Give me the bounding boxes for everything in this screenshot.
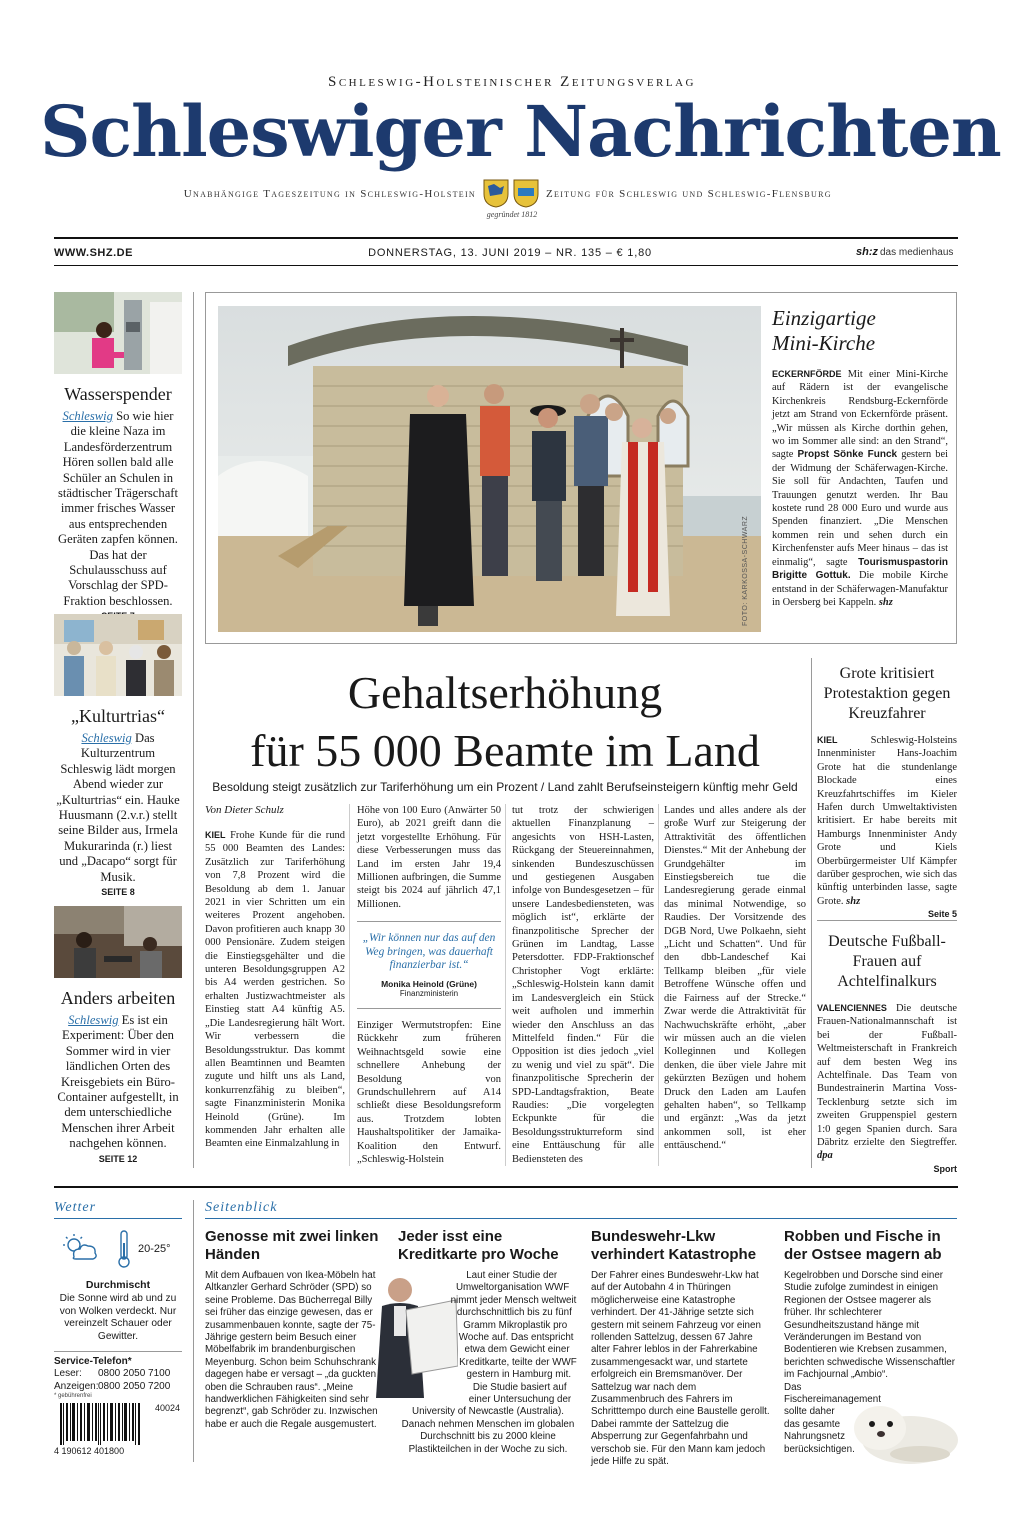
right-story-1: Grote kritisiert Protestaktion gegen Kreuzfahrer KIEL Schleswig-Holsteins Innenminister Hans-Joachim Grote hat die stundenlange Blockade eines Kreuzfahrtschiffes im Kieler Hafen durch Umweltaktivisten kritisiert. Er habe bereits mit Hamburgs Innenminister Andy Grote und Kiels Oberbürgermeister Ulf Kämpfer darüber gesprochen, wie sich das künftig unterbinden lasse, sagte Grote. shz Seite 5: [817, 665, 957, 920]
photo-kulturtrias: [54, 614, 182, 696]
page-ref[interactable]: SEITE 8: [101, 887, 135, 898]
sidebar-headline: Wasserspender: [64, 384, 172, 404]
bottom-rule: [54, 1186, 958, 1188]
lead-col-1: [205, 804, 345, 1151]
sidebar-kicker[interactable]: Schleswig: [68, 1013, 119, 1027]
service-box: Service-Telefon* Leser: 0800 2050 7100 Anzeigen:0800 2050 7200 * gebührenfrei: [54, 1351, 182, 1399]
photo-anders-arbeiten: [54, 906, 182, 978]
lead-headline: Gehaltserhöhung für 55 000 Beamte im Land: [250, 667, 760, 776]
top-rule: [54, 237, 958, 239]
bottom-divider: [193, 1200, 194, 1462]
weather-box: [54, 1200, 182, 1459]
sidebar-kicker[interactable]: Schleswig: [81, 731, 132, 745]
lead-divider: [658, 804, 659, 1166]
sidebar-text: [54, 1013, 182, 1152]
masthead: [0, 0, 1024, 236]
sidebar-body: Es ist ein Experiment: Über den Sommer wird in vier ländlichen Orten des Kreisgebiets ein Büro-Container aufgestellt, in dem unterschiedliche Menschen ihrer Arbeit nachgehen können.: [57, 1013, 179, 1151]
photo-seal: [840, 1388, 958, 1468]
seitenblick-item-1: Genosse mit zwei linken Händen Mit dem Aufbauen von Ikea-Möbeln hat Altkanzler Gerhard Schröder (SPD) so seine Probleme. Das Bücherregal Billy sei früher das einzige gewesen, das er zusammenbauen konnte, sagte der 75-Jährige gestern beim Besuch einer Möbelfabrik im brandenburgischen Meyenburg. Schon beim Schuhschrank dagegen habe er versagt – „da guckten oben die Schrauben raus“. „Meine handwerklichen Fähigkeiten sind sehr begrenzt“, gab Schröder zu. Inzwischen habe er auch die Regale ausgemustert.: [205, 1228, 379, 1430]
right-story-2: Deutsche Fußball-Frauen auf Achtelfinalkurs VALENCIENNES Die deutsche Frauen-Nationalmannschaft ist bei der Fußball-Weltmeisterschaft in Frankreich auf dem besten Weg ins Achtelfinale. Das Team von Bundestrainerin Martina Voss-Tecklenburg setzte sich im zweiten Gruppenspiel gestern 1:0 gegen Spanien durch. Sara Däbritz erzielte den Siegtreffer. dpa Sport: [817, 933, 957, 1174]
lead-dateline: KIEL: [205, 830, 226, 840]
right-col-rule: [817, 920, 957, 921]
lead-col-2: Höhe von 100 Euro (Anwärter 50 Euro), ab 2021 greift dann die jetzt vorgestellte Erhöhung. Für diese Verbesserungen muss das Land im ersten Jahr 19,4 Millionen aufbringen, die Summe steigt bis 2024 auf jährlich 47,1 Millionen. „Wir können nur das auf den Weg bringen, was dauerhaft finanzierbar ist.“ Monika Heinold (Grüne) Finanzministerin Einziger Wermutstropfen: Eine Rückkehr zum früheren Weihnachtsgeld sowie eine schnellere Anhebung der Besoldung von Grundschullehrern auf A14 schließt diese Besoldungsreform aus. Trotzdem lobten Haushaltspolitiker der Jamaika-Koalition den Entwurf. „Schleswig-Holstein: [357, 805, 501, 1166]
page-ref[interactable]: Seite 5: [927, 909, 957, 920]
weather-condition: Durchmischt: [85, 1279, 151, 1291]
brand-text: das medienhaus: [880, 247, 954, 258]
sidebar-kicker[interactable]: Schleswig: [62, 409, 113, 423]
reader-phone[interactable]: 0800 2050 7100: [98, 1368, 171, 1380]
ads-phone[interactable]: 0800 2050 7200: [98, 1381, 171, 1393]
seitenblick-section: [205, 1200, 957, 1219]
top-story-dateline: ECKERNFÖRDE: [772, 369, 842, 379]
lead-divider: [349, 804, 350, 1166]
lead-col-3: tut trotz der schwierigen aktuellen Finanzplanung – angesichts von HSH-Lasten, Rückgang der Steuereinnahmen, sinkenden Bundeszuschüssen und gestiegenen Ausgaben infolge von Bundesgesetzen – für unsere Landesbediensteten, was möglich ist“, erklärte der finanzpolitische Sprecher der Grünen im Landtag, Lasse Petersdotter. FDP-Fraktionschef Christopher Vogt erklärte: „Schleswig-Holstein kann damit im Landesvergleich ein Stück weit aufholen und immerhin wieder den Anschluss an das Mittelfeld finden.“ Für die Opposition ist dies jedoch „viel zu wenig und viel zu spät“. Die finanzpolitische Sprecherin der SPD-Landtagsfraktion, Beate Raudies: „Die vorgelegten Eckpunkte für die Besoldungsstrukturreform sind eine Enttäuschung für alle Bediensteten des: [512, 805, 654, 1165]
top-story-text: [772, 306, 948, 609]
pull-quote: [357, 921, 501, 1009]
sidebar-headline: „Kulturtrias“: [71, 706, 165, 726]
right-col-divider: [811, 658, 812, 1168]
right-story-headline: Deutsche Fußball-Frauen auf Achtelfinalkurs: [828, 933, 946, 990]
top-story-body: ECKERNFÖRDE Mit einer Mini-Kirche auf Rädern ist der evangelische Kirchenkreis Rendsburg-Eckernförde jetzt am Strand von Eckernförde präsent. „Wir müssen als Kirche dorthin gehen, wo im Sommer alle sind: an den Strand“, sagte Propst Sönke Funck gestern bei der Widmung der Schäferwagen-Kirche. Sie soll für Andachten, Taufen und Trauungen genutzt werden. Ihr Bau kostete rund 28 000 Euro und wurde aus Spenden finanziert. „Die Menschen kommen rein und sehen durch ein Kirchenfenster aufs Meer hinaus – das ist einmalig“, sagte Tourismuspastorin Brigitte Gottuk. Die mobile Kirche entstand in der Schäferwagen-Manufaktur in Oersberg bei Kappeln. shz: [772, 369, 949, 608]
seitenblick-item-4: Robben und Fische in der Ostsee magern ab Kegelrobben und Dorsche sind einer Studie zufolge zumindest in einigen Regionen der Ostsee magerer als früher. Ihr schlechterer Gesundheitszustand hänge mit Veränderungen im Bestand von Bodentieren wie Krebsen zusammen, berichten schwedische Wissenschaftler im Fachjournal „Ambio“. Das Fischereimanagement sollte daher das gesamte Nahrungsnetz berücksichtigen.: [784, 1228, 958, 1456]
sidebar-text: [54, 731, 182, 885]
seitenblick-label: Seitenblick: [205, 1200, 957, 1219]
temperature: 20-25°: [138, 1243, 171, 1255]
top-story-headline: Einzigartige Mini-Kirche: [772, 306, 876, 355]
signature: shz: [878, 596, 893, 608]
sun-cloud-icon: [60, 1233, 100, 1268]
barcode-icon: [60, 1403, 140, 1445]
sidebar-headline: Anders arbeiten: [60, 988, 176, 1008]
lead-col-4: Landes und alles andere als der große Wurf zur Steigerung der Attraktivität des öffentlichen Dienstes.“ Mit der Anhebung der Grundgehälter im Einstiegsbereich tue die Landesregierung gerade einmal das minimal Notwendige, so Raudies. Der Vorsitzende des DGB Nord, Uwe Polkaehn, sieht „Licht und Schatten“. Und für den dbb-Landeschef Kai Tellkamp bleiben „für viele Betroffene Wünsche offen und die Fairness auf der Strecke.“ Zwar werde die Attraktivität für Nachwuchskräfte erhöht, „aber wir müssen auch an die vielen Kolleginnen und Kollegen denken, die über viele Jahre mit gekürzten Bezügen und hohem Druck den Laden am Laufen gehalten haben“, so Tellkamp und ergänzt: „Was da jetzt ankommen soll, ist eher enttäuschend.“: [664, 805, 806, 1152]
sidebar-divider: [193, 292, 194, 1168]
sidebar-item-3: [54, 982, 182, 1164]
photo-mini-kirche: [218, 306, 761, 632]
photo-credit: FOTO: KARKOSSA-SCHWARZ: [742, 515, 749, 626]
sidebar-item-1: [54, 378, 182, 621]
sidebar-item-2: [54, 700, 182, 897]
weather-icons: [54, 1229, 182, 1277]
issue-info: DONNERSTAG, 13. JUNI 2019 – NR. 135 – € 1,80: [368, 247, 652, 259]
seitenblick-item-2: Jeder isst eine Kreditkarte pro Woche Laut einer Studie der Umweltorganisation WWF nimmt jeder Mensch weltweit durchschnittlich bis zu fünf Gramm Mikroplastik pro Woche auf. Das entspricht etwa dem Gewicht einer Kreditkarte, teilte der WWF gestern in Hamburg mit. Die Studie basiert auf einer Untersuchung der University of Newcastle (Australia). Danach nehmen Menschen im globalen Durchschnitt bis zu 2000 kleine Plastikteilchen in der Woche zu sich.: [398, 1228, 578, 1456]
quote-text: „Wir können nur das auf den Weg bringen, was dauerhaft finanzierbar ist.“: [362, 932, 496, 972]
sidebar-body: Das Kulturzentrum Schleswig lädt morgen Abend wieder zur „Kulturtrias“ ein. Hauke Huusmann (2.v.r.) stellt seine Bilder aus, Irmela Mukurarinda (r.) liest und „Dacapo“ sorgt für Musik.: [56, 731, 180, 884]
quote-role: Finanzministerin: [399, 989, 459, 999]
photo-schroeder: [376, 1270, 458, 1398]
tagline-right: Zeitung für Schleswig und Schleswig-Flensburg: [546, 188, 832, 200]
page-ref[interactable]: Sport: [933, 1163, 957, 1174]
dateline-rule: [54, 265, 958, 266]
weather-label: Wetter: [54, 1200, 182, 1219]
tagline-left: Unabhängige Tageszeitung in Schleswig-Holstein: [183, 188, 476, 200]
website-link[interactable]: WWW.SHZ.DE: [54, 247, 133, 259]
sidebar-text: [54, 409, 182, 609]
page-ref[interactable]: SEITE 12: [98, 1153, 138, 1164]
lead-divider: [505, 804, 506, 1166]
lead-subhead: Besoldung steigt zusätzlich zur Tariferhöhung um ein Prozent / Land zahlt Berufseinsteigern künftig mehr Geld: [212, 780, 798, 794]
brand-logo: sh:z: [856, 246, 878, 258]
lead-col-text: KIEL Frohe Kunde für die rund 55 000 Beamten des Landes: Zusätzlich zur Tariferhöhung von 7,8 Prozent wird die Besoldung ab dem 1. Januar 2021 in vier Schritten um ein weiteres Prozent angehoben. Davon profitieren auch knapp 30 000 Pensionäre. Zudem steigen die Einstiegsgehälter und die unteren Besoldungsgruppen A2 bis A4 werden gestrichen. So erhalten Justizwachtmeister als Einstieg statt A4 künftig A5. „Die Landesregierung hält Wort. Wir verbessern die Besoldungsstruktur. Das kommt allen Beamtinnen und Beamten zugute und hilft uns als Land, konkurrenzfähig zu bleiben“, sagte Finanzministerin Monika Heinold (Grüne). Im kommenden Jahr erhalten alle Beamten eine Einmalzahlung in: [205, 830, 346, 1150]
barcode: 40024 4 190612 401800: [54, 1403, 180, 1457]
byline: Von Dieter Schulz: [205, 804, 284, 816]
newspaper-title: Schleswiger Nachrichten: [40, 90, 1001, 173]
founded-note: gegründet 1812: [486, 210, 538, 219]
publisher-line: Schleswig-Holsteinischer Zeitungsverlag: [327, 74, 696, 90]
seitenblick-item-3: Bundeswehr-Lkw verhindert Katastrophe Der Fahrer eines Bundeswehr-Lkw hat auf der Autobahn 4 in Thüringen möglicherweise eine Katastrophe verhindert. Der 41-Jährige setzte sich gestern mit seinem Fahrzeug vor einen rollenden Sattelzug, dessen 67 Jahre alter Fahrer leblos in der Fahrerkabine zusammengesackt war, und startete erfolgreich ein Bremsmanöver. Der Sattelzug war nach dem Zusammenbruch des Fahrers im Schritttempo durch eine Baustelle gerollt. Dabei rammte der Sattelzug die Absperrung zur Gegenfahrbahn und verschob sie. Für den Mann kam jedoch jede Hilfe zu spät.: [591, 1228, 770, 1468]
photo-wasserspender: [54, 292, 182, 374]
thermometer-icon: [116, 1229, 132, 1274]
quote-author: Monika Heinold (Grüne): [381, 979, 477, 990]
weather-text: Die Sonne wird ab und zu von Wolken verdeckt. Nur vereinzelt Schauer oder Gewitter.: [59, 1293, 177, 1342]
right-story-headline: Grote kritisiert Protestaktion gegen Kreuzfahrer: [823, 665, 951, 722]
coat-of-arms-icon: [482, 178, 540, 208]
sidebar-body: So wie hier die kleine Naza im Landesförderzentrum Hören sollen bald alle Schüler an Schulen in städtischer Trägerschaft immer frisches Wasser aus entsprechenden Geräten zapfen können. Das hat der Schulausschuss auf Vorschlag der SPD-Fraktion beschlossen.: [58, 409, 178, 608]
